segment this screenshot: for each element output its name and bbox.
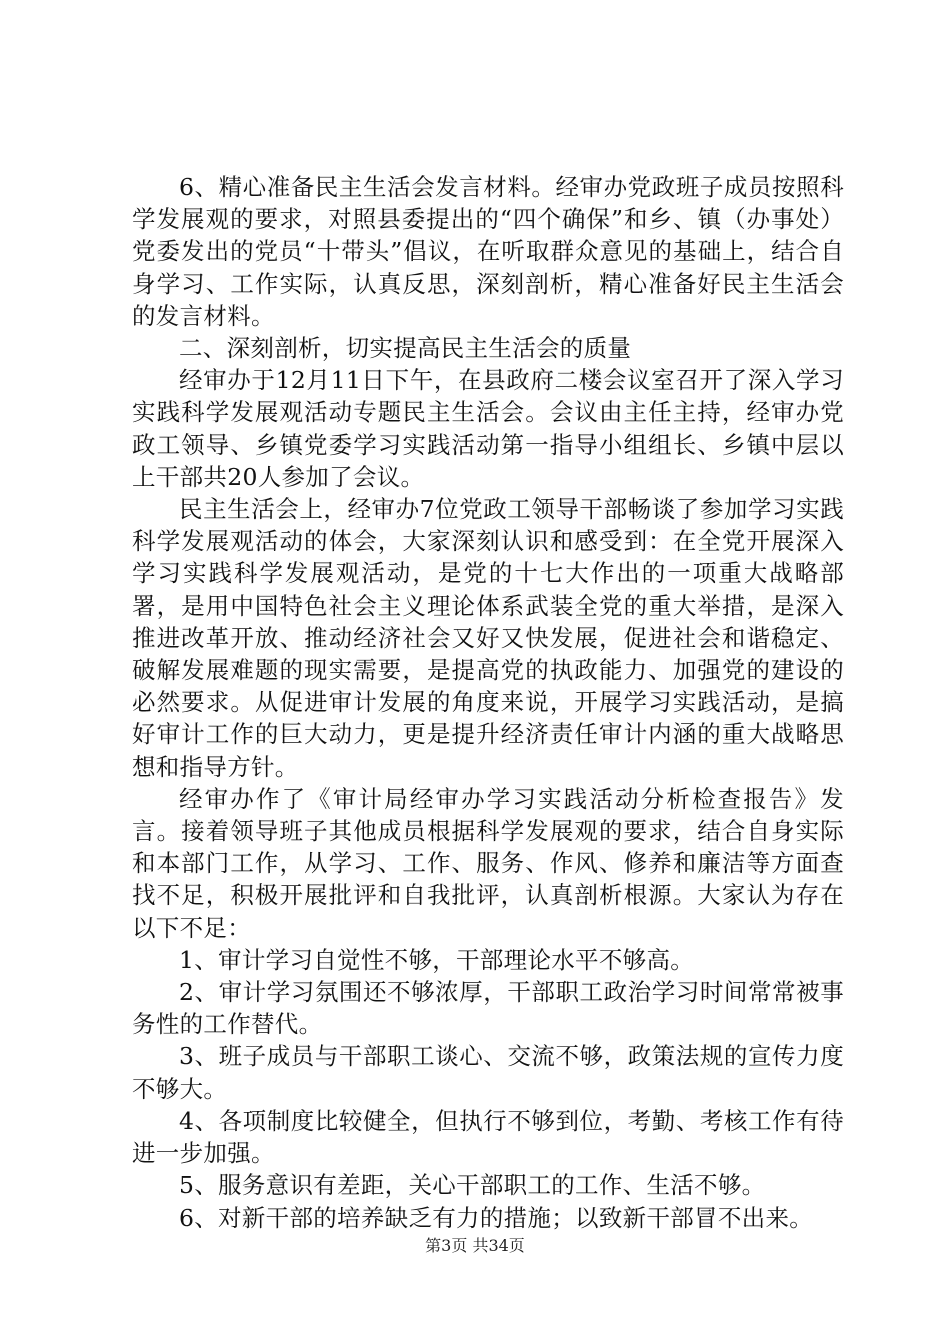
paragraph-report-speech: 经审办作了《审计局经审办学习实践活动分析检查报告》发言。接着领导班子其他成员根据科学发展观的要求，结合自身实际和本部门工作，从学习、工作、服务、作风、修养和廉洁等方面查找不足，积极开展批评和自我批评，认真剖析根源。大家认为存在以下不足： bbox=[132, 784, 844, 942]
list-item-shortcoming-5: 5、服务意识有差距，关心干部职工的工作、生活不够。 bbox=[179, 1171, 766, 1200]
document-body bbox=[132, 171, 844, 1234]
page-number-footer: 第3页 共34页 bbox=[425, 1236, 525, 1255]
section-heading-two: 二、深刻剖析，切实提高民主生活会的质量 bbox=[179, 334, 632, 363]
list-item-shortcoming-1: 1、审计学习自觉性不够，干部理论水平不够高。 bbox=[179, 945, 695, 974]
list-item-shortcoming-6: 6、对新干部的培养缺乏有力的措施；以致新干部冒不出来。 bbox=[179, 1203, 814, 1232]
paragraph-meeting-insights: 民主生活会上，经审办7位党政工领导干部畅谈了参加学习实践科学发展观活动的体会，大家深刻认识和感受到：在全党开展深入学习实践科学发展观活动，是党的十七大作出的一项重大战略部署，是用中国特色社会主义理论体系武装全党的重大举措，是深入推进改革开放、推动经济社会又好又快发展，促进社会和谐稳定、破解发展难题的现实需要，是提高党的执政能力、加强党的建设的必然要求。从促进审计发展的角度来说，开展学习实践活动，是搞好审计工作的巨大动力，更是提升经济责任审计内涵的重大战略思想和指导方针。 bbox=[132, 495, 844, 781]
list-item-shortcoming-3: 3、班子成员与干部职工谈心、交流不够，政策法规的宣传力度不够大。 bbox=[132, 1042, 844, 1103]
paragraph-meeting-held: 经审办于12月11日下午，在县政府二楼会议室召开了深入学习实践科学发展观活动专题民主生活会。会议由主任主持，经审办党政工领导、乡镇党委学习实践活动第一指导小组组长、乡镇中层以上干部共20人参加了会议。 bbox=[132, 366, 844, 491]
list-item-shortcoming-4: 4、各项制度比较健全，但执行不够到位，考勤、考核工作有待进一步加强。 bbox=[132, 1106, 844, 1168]
paragraph-prepare-materials: 6、精心准备民主生活会发言材料。经审办党政班子成员按照科学发展观的要求，对照县委提出的“四个确保”和乡、镇（办事处）党委发出的党员“十带头”倡议，在听取群众意见的基础上，结合自身学习、工作实际，认真反思，深刻剖析，精心准备好民主生活会的发言材料。 bbox=[132, 173, 844, 330]
list-item-shortcoming-2: 2、审计学习氛围还不够浓厚，干部职工政治学习时间常常被事务性的工作替代。 bbox=[132, 978, 844, 1039]
